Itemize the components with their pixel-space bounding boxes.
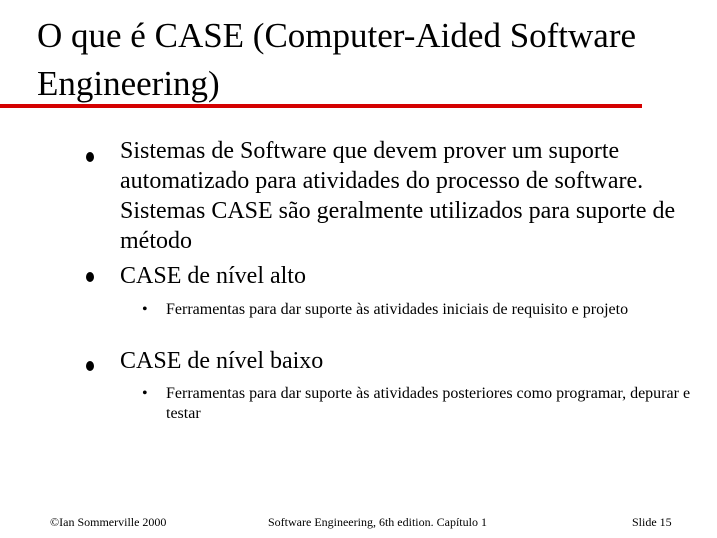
bullet-text: CASE de nível alto	[120, 263, 306, 289]
footer-slide-number: Slide 15	[632, 515, 672, 529]
title-underline	[0, 104, 642, 108]
sub-bullet-icon: •	[142, 385, 148, 402]
bullet-text: Sistemas de Software que devem prover um suporte automatizado para atividades do processo de software. Sistemas CASE são geralmente utilizados para suporte de método	[120, 138, 676, 254]
sub-bullet-icon: •	[142, 301, 148, 318]
bullet-dot-icon	[86, 152, 94, 162]
slide-title: O que é CASE (Computer-Aided Software Engineering)	[37, 16, 637, 103]
footer-center: Software Engineering, 6th edition. Capítulo 1	[268, 515, 487, 529]
sub-bullet-text: Ferramentas para dar suporte às atividades iniciais de requisito e projeto	[166, 301, 629, 318]
footer-copyright: ©Ian Sommerville 2000	[50, 515, 167, 529]
sub-bullet-text: Ferramentas para dar suporte às atividades posteriores como programar, depurar e testar	[166, 385, 691, 422]
bullet-dot-icon	[86, 361, 94, 371]
bullet-dot-icon	[86, 272, 94, 282]
bullet-text: CASE de nível baixo	[120, 348, 324, 374]
